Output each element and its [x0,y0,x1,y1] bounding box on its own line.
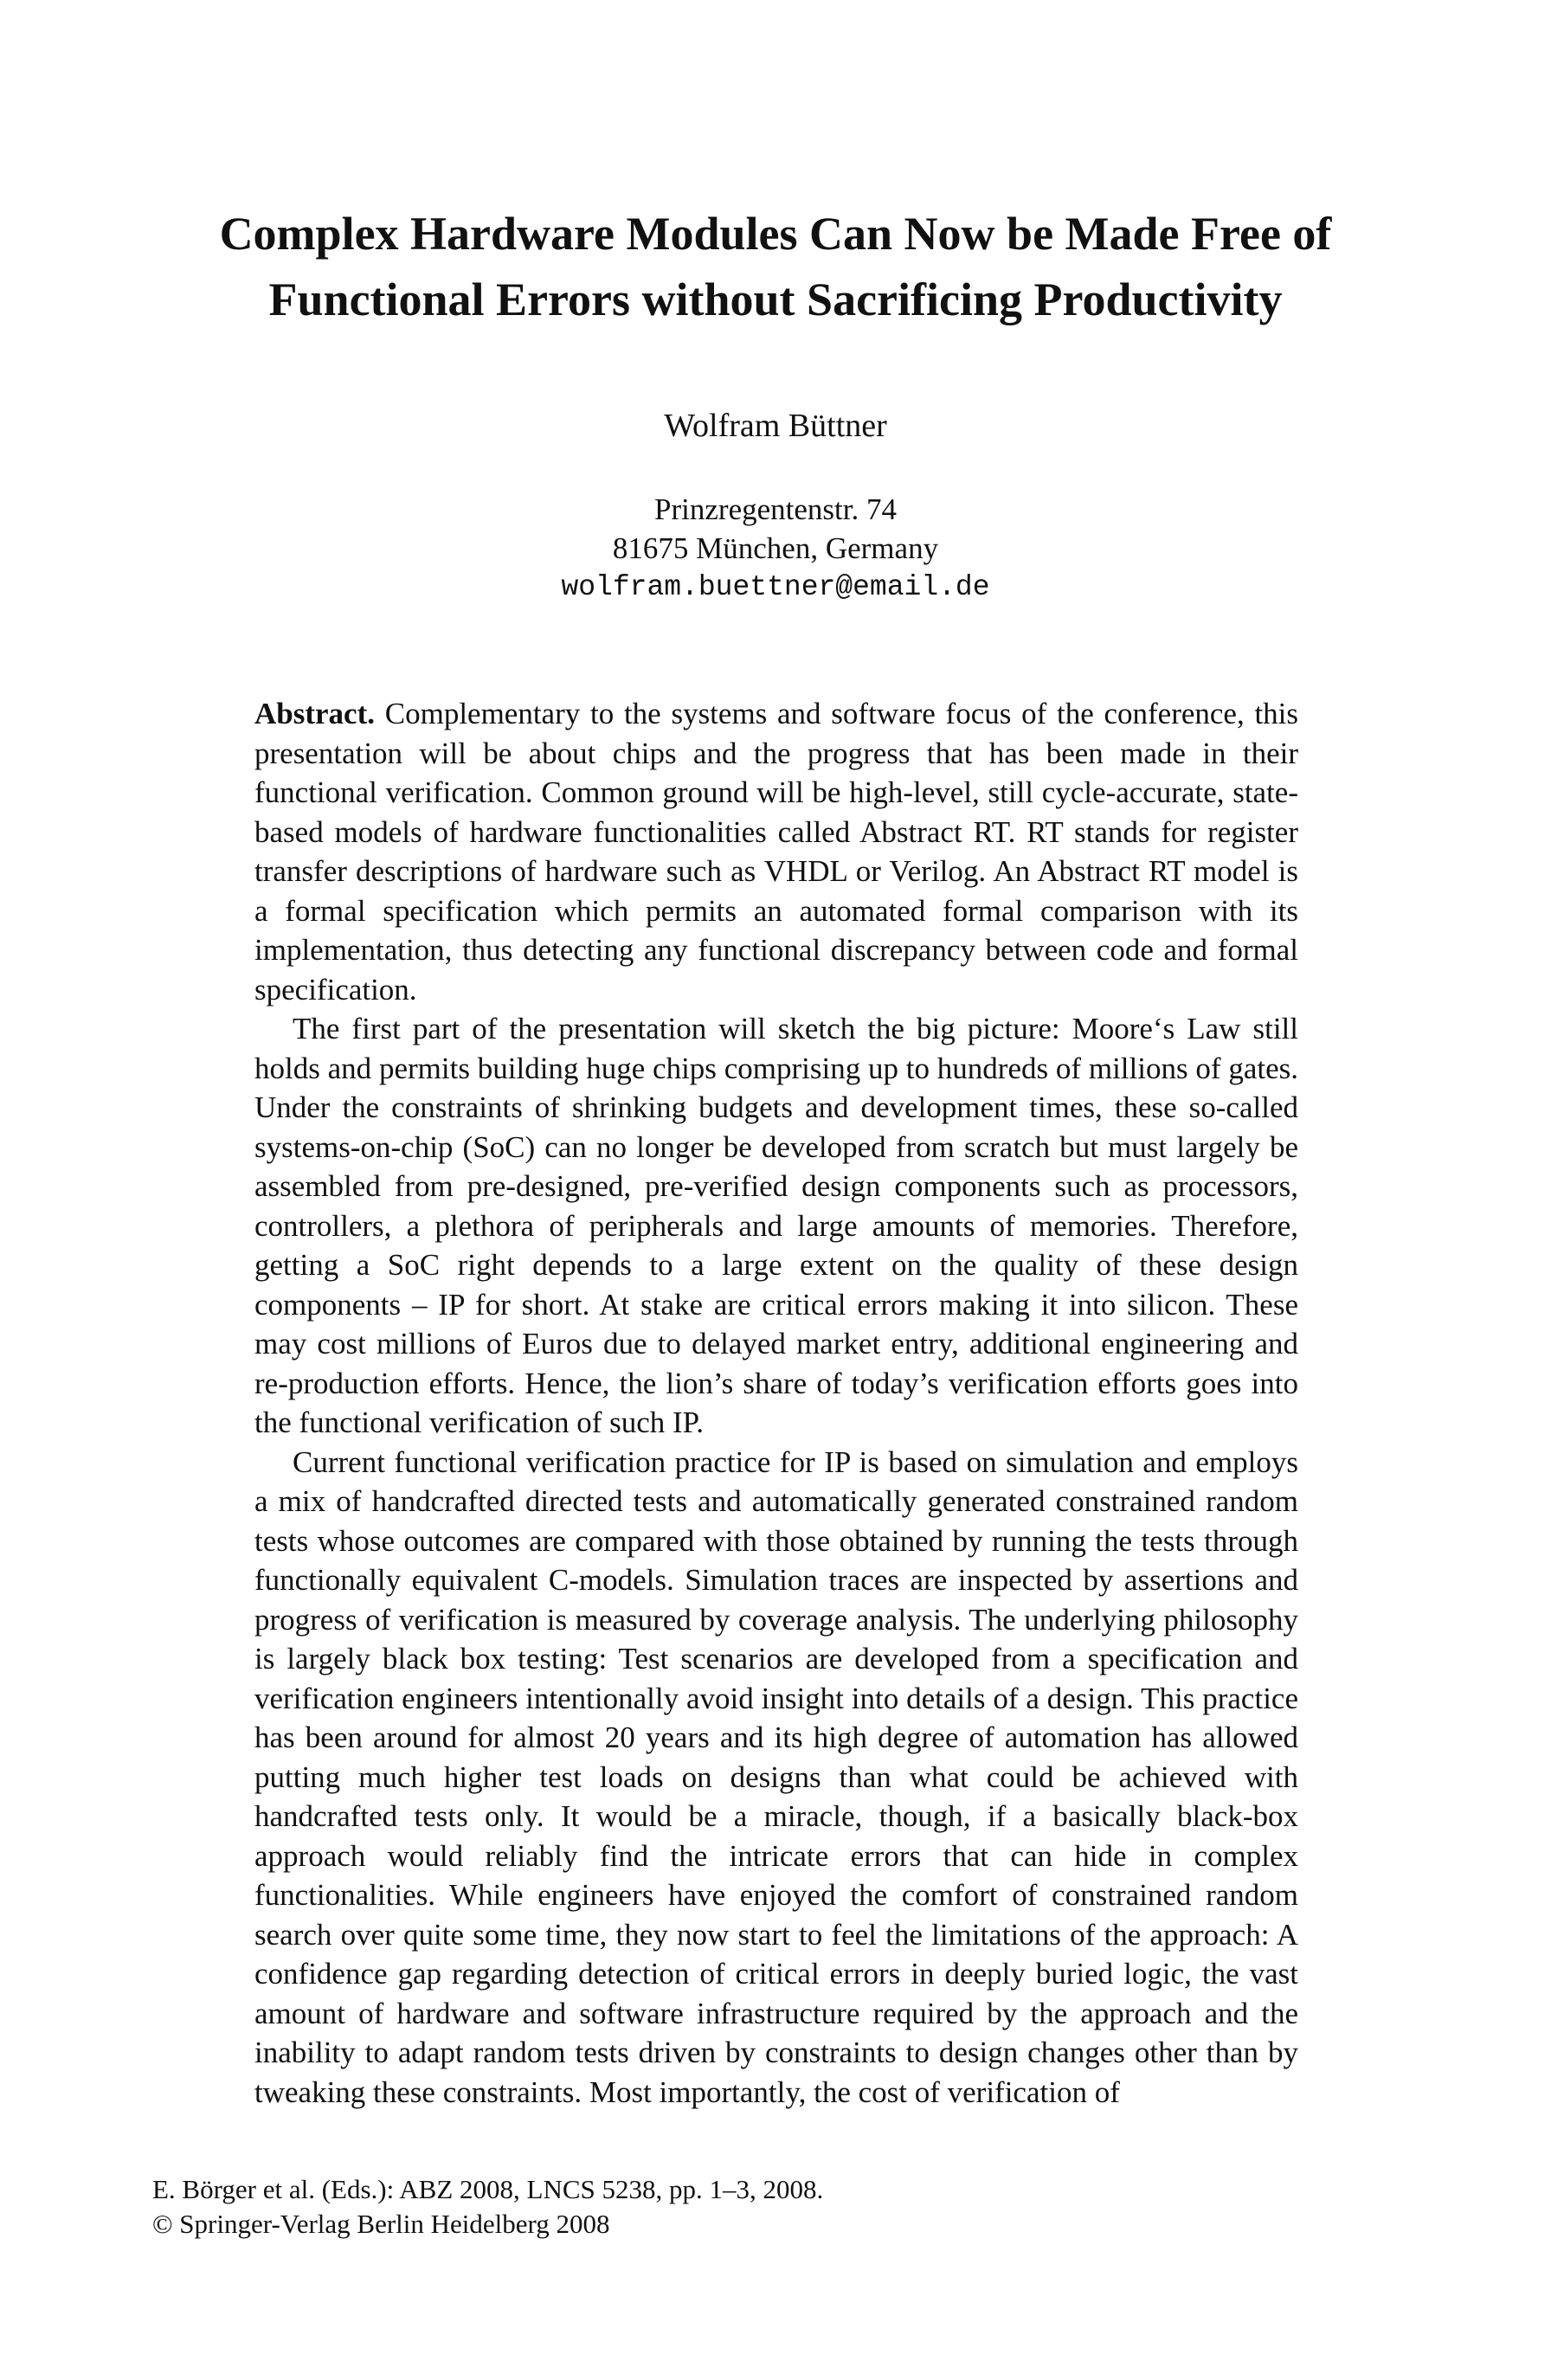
abstract-label: Abstract. [254,697,375,730]
abstract-paragraph [254,694,1298,1009]
title-line-2: Functional Errors without Sacrificing Productivity [268,273,1283,325]
abstract-text: Complementary to the systems and software focus of the conference, this presentation will be about chips and the progress that has been made in their functional verification. Common ground will be high-level, still cycle-accurate, state-based models of hardware functionalities called Abstract RT. RT stands for register transfer descriptions of hardware such as VHDL or Verilog. An Abstract RT model is a formal specification which permits an automated formal comparison with its implementation, thus detecting any functional discrepancy between code and formal specification. [254,697,1299,1007]
paper-title [130,201,1421,332]
page-footer [152,2172,1277,2242]
author-email: wolfram.buettner@email.de [561,571,990,603]
title-line-1: Complex Hardware Modules Can Now be Made Free of [219,208,1332,260]
body-paragraph-2: Current functional verification practice for IP is based on simulation and employs a mix of handcrafted directed tests and automatically generated constrained random tests whose outcomes are compared with those obtained by running the tests through functionally equivalent C-models. Simulation traces are inspected by assertions and progress of verification is measured by coverage analysis. The underlying philosophy is largely black box testing: Test scenarios are developed from a specification and verification engineers intentionally avoid insight into details of a design. This practice has been around for almost 20 years and its high degree of automation has allowed putting much higher test loads on designs than what could be achieved with handcrafted tests only. It would be a miracle, though, if a basically black-box approach would reliably find the intricate errors that can hide in complex functionalities. While engineers have enjoyed the comfort of constrained random search over quite some time, they now start to feel the limitations of the approach: A confidence gap regarding detection of critical errors in deeply buried logic, the vast amount of hardware and software infrastructure required by the approach and the inability to adapt random tests driven by constraints to design changes other than by tweaking these constraints. Most importantly, the cost of verification of [254,1444,1298,2109]
author-affiliation [130,490,1421,607]
affiliation-city: 81675 München, Germany [612,531,939,565]
author-name: Wolfram Büttner [664,408,887,444]
body-text [254,694,1298,2112]
footer-citation: E. Börger et al. (Eds.): ABZ 2008, LNCS 5238, pp. 1–3, 2008. [152,2174,824,2204]
body-paragraph-1: The first part of the presentation will sketch the big picture: Moore‘s Law still holds and permits building huge chips comprising up to hundreds of millions of gates. Under the constraints of shrinking budgets and development times, these so-called systems-on-chip (SoC) can no longer be developed from scratch but must largely be assembled from pre-designed, pre-verified design components such as processors, controllers, a plethora of peripherals and large amounts of memories. Therefore, getting a SoC right depends to a large extent on the quality of these design components – IP for short. At stake are critical errors making it into silicon. These may cost millions of Euros due to delayed market entry, additional engineering and re-production efforts. Hence, the lion’s share of today’s verification efforts goes into the functional verification of such IP. [254,1012,1298,1439]
footer-copyright: © Springer-Verlag Berlin Heidelberg 2008 [152,2209,610,2239]
affiliation-street: Prinzregentenstr. 74 [654,492,897,526]
